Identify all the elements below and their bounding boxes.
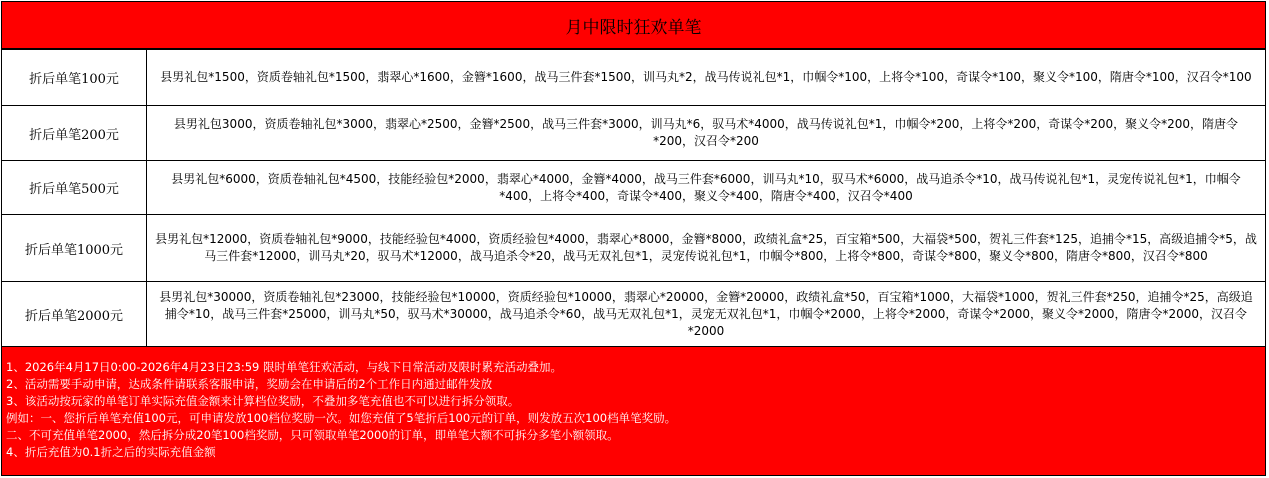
rules-notes — [1, 346, 1266, 476]
tier-label: 折后单笔200元 — [2, 106, 147, 161]
note-line: 1、2026年4月17日0:00-2026年4月23日23:59 限时单笔狂欢活动，与线下日常活动及限时累充活动叠加。 — [6, 360, 563, 374]
event-panel — [1, 1, 1266, 347]
tier-rewards: 县男礼包*12000，资质卷轴礼包*9000，技能经验包*4000，资质经验包*4000，翡翠心*8000，金簪*8000，政绩礼盒*25，百宝箱*500，大福袋*500，贺礼三件套*125，追捕令*15，高级追捕令*5，战马三件套*12000，训马丸*20，驭马术*12000，战马追杀令*20，战马无双礼包*1，灵宠传说礼包*1，巾帼令*800，上将令*800，奇谋令*800，聚义令*800，隋唐令*800，汉召令*800 — [147, 215, 1266, 282]
tier-label: 折后单笔1000元 — [2, 215, 147, 282]
tier-rewards: 县男礼包*30000，资质卷轴礼包*23000，技能经验包*10000，资质经验包*10000，翡翠心*20000，金簪*20000，政绩礼盒*50，百宝箱*1000，大福袋*1000，贺礼三件套*250，追捕令*25，高级追捕令*10，战马三件套*25000，训马丸*50，驭马术*30000，战马追杀令*60，战马无双礼包*1，灵宠无双礼包*1，巾帼令*2000，上将令*2000，奇谋令*2000，聚义令*2000，隋唐令*2000，汉召令*2000 — [147, 282, 1266, 347]
table-row — [2, 106, 1266, 161]
table-row — [2, 282, 1266, 347]
tier-label: 折后单笔2000元 — [2, 282, 147, 347]
tier-rewards: 县男礼包3000，资质卷轴礼包*3000，翡翠心*2500，金簪*2500，战马三件套*3000，训马丸*6，驭马术*4000，战马传说礼包*1，巾帼令*200，上将令*200，奇谋令*200，聚义令*200，隋唐令*200，汉召令*200 — [147, 106, 1266, 161]
note-line: 4、折后充值为0.1折之后的实际充值金额 — [6, 445, 216, 459]
tier-label: 折后单笔100元 — [2, 50, 147, 106]
tier-table — [1, 49, 1266, 347]
table-row — [2, 215, 1266, 282]
note-line: 2、活动需要手动申请，达成条件请联系客服申请，奖励会在申请后的2个工作日内通过邮件发放 — [6, 377, 493, 391]
table-row — [2, 161, 1266, 215]
tier-label: 折后单笔500元 — [2, 161, 147, 215]
page-title: 月中限时狂欢单笔 — [1, 1, 1266, 49]
table-row — [2, 50, 1266, 106]
tier-rewards: 县男礼包*6000，资质卷轴礼包*4500，技能经验包*2000，翡翠心*4000，金簪*4000，战马三件套*6000，训马丸*10，驭马术*6000，战马追杀令*10，战马传说礼包*1，灵宠传说礼包*1，巾帼令*400，上将令*400，奇谋令*400，聚义令*400，隋唐令*400，汉召令*400 — [147, 161, 1266, 215]
note-line: 二、不可充值单笔2000，然后拆分成20笔100档奖励，只可领取单笔2000的订单，即单笔大额不可拆分多笔小额领取。 — [6, 428, 619, 442]
note-line: 3、该活动按玩家的单笔订单实际充值金额来计算档位奖励，不叠加多笔充值也不可以进行拆分领取。 — [6, 394, 520, 408]
tier-rewards: 县男礼包*1500，资质卷轴礼包*1500，翡翠心*1600，金簪*1600，战马三件套*1500，训马丸*2，战马传说礼包*1，巾帼令*100，上将令*100，奇谋令*100，聚义令*100，隋唐令*100，汉召令*100 — [147, 50, 1266, 106]
note-line: 例如：一、您折后单笔充值100元，可申请发放100档位奖励一次。如您充值了5笔折后100元的订单，则发放五次100档单笔奖励。 — [6, 411, 677, 425]
